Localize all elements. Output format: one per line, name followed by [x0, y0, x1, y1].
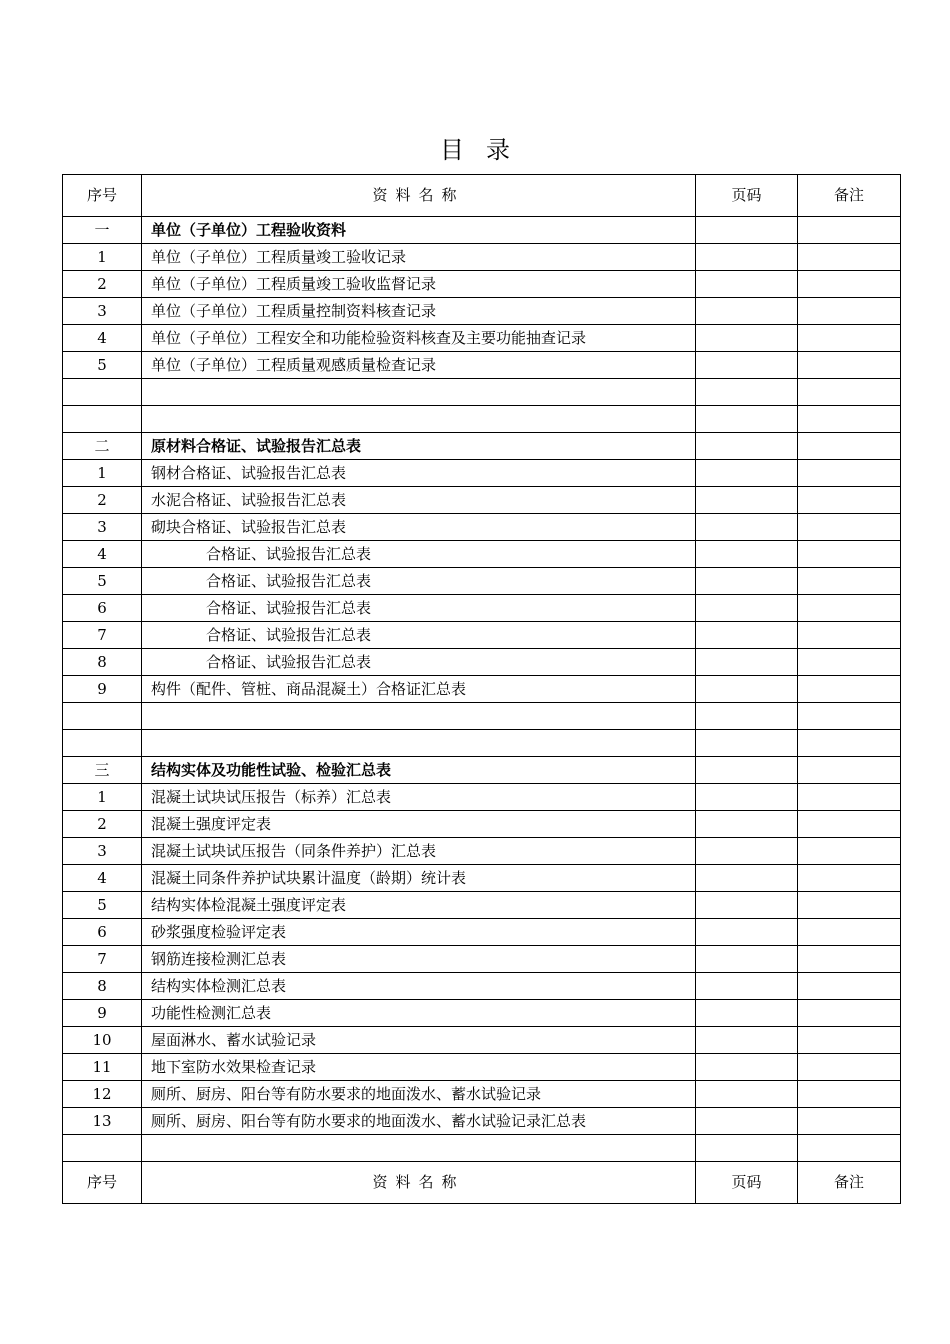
row-page — [696, 1054, 798, 1081]
row-name — [142, 568, 696, 595]
row-note — [798, 379, 901, 406]
row-no: 6 — [63, 595, 142, 622]
table-row — [63, 541, 901, 568]
table-row — [63, 1135, 901, 1162]
row-name-text: 混凝土强度评定表 — [151, 815, 272, 833]
row-note — [798, 325, 901, 352]
row-page — [696, 811, 798, 838]
table-row — [63, 487, 901, 514]
row-page — [696, 406, 798, 433]
row-name — [142, 892, 696, 919]
row-page — [696, 784, 798, 811]
page-title: 目录 — [440, 136, 532, 164]
row-page — [696, 379, 798, 406]
row-name-text: 结构实体检混凝土强度评定表 — [151, 896, 347, 914]
row-note — [798, 1108, 901, 1135]
row-name-text: 砌块合格证、试验报告汇总表 — [151, 518, 347, 536]
row-note — [798, 406, 901, 433]
row-page — [696, 298, 798, 325]
table-row — [63, 568, 901, 595]
row-name-text: 屋面淋水、蓄水试验记录 — [151, 1031, 317, 1049]
row-name — [142, 730, 696, 757]
row-name — [142, 649, 696, 676]
row-note — [798, 919, 901, 946]
row-no: 二 — [63, 433, 142, 460]
row-name-text: 混凝土试块试压报告（同条件养护）汇总表 — [151, 842, 437, 860]
row-name — [142, 1081, 696, 1108]
row-name-text: 合格证、试验报告汇总表 — [206, 626, 372, 644]
row-no: 12 — [63, 1081, 142, 1108]
row-note — [798, 892, 901, 919]
row-name — [142, 487, 696, 514]
table-row — [63, 514, 901, 541]
table-row — [63, 379, 901, 406]
row-no: 1 — [63, 460, 142, 487]
table-row — [63, 730, 901, 757]
header-page: 页码 — [696, 175, 798, 217]
row-name — [142, 298, 696, 325]
row-name-text: 单位（子单位）工程质量控制资料核查记录 — [151, 302, 437, 320]
row-name-text: 单位（子单位）工程质量观感质量检查记录 — [151, 356, 437, 374]
row-no: 一 — [63, 217, 142, 244]
row-name — [142, 676, 696, 703]
row-no: 13 — [63, 1108, 142, 1135]
table-row — [63, 838, 901, 865]
row-note — [798, 1081, 901, 1108]
table-row — [63, 1027, 901, 1054]
row-name-text: 厕所、厨房、阳台等有防水要求的地面泼水、蓄水试验记录汇总表 — [151, 1112, 587, 1130]
row-name — [142, 541, 696, 568]
row-name — [142, 379, 696, 406]
row-name-text: 结构实体检测汇总表 — [151, 977, 287, 995]
row-name — [142, 1135, 696, 1162]
row-no: 5 — [63, 352, 142, 379]
row-note — [798, 946, 901, 973]
row-name — [142, 325, 696, 352]
row-name — [142, 595, 696, 622]
table-row — [63, 271, 901, 298]
row-page — [696, 325, 798, 352]
footer-name: 资料名称 — [142, 1162, 696, 1204]
row-page — [696, 1027, 798, 1054]
row-page — [696, 1108, 798, 1135]
row-note — [798, 649, 901, 676]
row-name-text: 结构实体及功能性试验、检验汇总表 — [151, 761, 392, 779]
row-page — [696, 568, 798, 595]
row-no: 9 — [63, 1000, 142, 1027]
row-name — [142, 1027, 696, 1054]
row-page — [696, 595, 798, 622]
row-note — [798, 973, 901, 1000]
row-no: 9 — [63, 676, 142, 703]
row-page — [696, 514, 798, 541]
row-name — [142, 865, 696, 892]
table-footer-row — [63, 1162, 901, 1204]
row-name — [142, 838, 696, 865]
row-name-text: 单位（子单位）工程验收资料 — [151, 221, 347, 239]
row-name-text: 砂浆强度检验评定表 — [151, 923, 287, 941]
row-no: 2 — [63, 811, 142, 838]
row-note — [798, 730, 901, 757]
row-name-text: 原材料合格证、试验报告汇总表 — [151, 437, 362, 455]
row-note — [798, 244, 901, 271]
row-name — [142, 1108, 696, 1135]
row-name — [142, 919, 696, 946]
row-note — [798, 811, 901, 838]
row-page — [696, 244, 798, 271]
footer-page: 页码 — [696, 1162, 798, 1204]
row-name — [142, 946, 696, 973]
row-page — [696, 433, 798, 460]
row-name — [142, 757, 696, 784]
table-row — [63, 406, 901, 433]
row-no: 8 — [63, 973, 142, 1000]
row-name-text: 单位（子单位）工程质量竣工验收监督记录 — [151, 275, 437, 293]
row-name — [142, 622, 696, 649]
row-note — [798, 541, 901, 568]
table-row — [63, 973, 901, 1000]
header-note: 备注 — [798, 175, 901, 217]
row-name — [142, 244, 696, 271]
row-page — [696, 460, 798, 487]
row-note — [798, 460, 901, 487]
row-page — [696, 1135, 798, 1162]
row-name-text: 构件（配件、管桩、商品混凝土）合格证汇总表 — [151, 680, 467, 698]
row-name-text: 合格证、试验报告汇总表 — [206, 599, 372, 617]
row-page — [696, 271, 798, 298]
row-no: 7 — [63, 946, 142, 973]
toc-table — [62, 174, 901, 1204]
row-page — [696, 541, 798, 568]
row-name — [142, 1000, 696, 1027]
table-row — [63, 919, 901, 946]
row-no: 6 — [63, 919, 142, 946]
row-name-text: 混凝土试块试压报告（标养）汇总表 — [151, 788, 392, 806]
row-name — [142, 352, 696, 379]
row-no — [63, 730, 142, 757]
row-page — [696, 892, 798, 919]
table-row — [63, 1081, 901, 1108]
row-page — [696, 649, 798, 676]
table-row — [63, 1108, 901, 1135]
table-row — [63, 865, 901, 892]
row-note — [798, 271, 901, 298]
row-note — [798, 784, 901, 811]
table-row — [63, 676, 901, 703]
row-no: 4 — [63, 325, 142, 352]
row-name-text: 厕所、厨房、阳台等有防水要求的地面泼水、蓄水试验记录 — [151, 1085, 542, 1103]
footer-note: 备注 — [798, 1162, 901, 1204]
row-name-text: 合格证、试验报告汇总表 — [206, 545, 372, 563]
row-no — [63, 379, 142, 406]
table-row — [63, 217, 901, 244]
row-name — [142, 1054, 696, 1081]
row-name — [142, 973, 696, 1000]
row-no: 3 — [63, 298, 142, 325]
row-page — [696, 487, 798, 514]
row-no: 2 — [63, 487, 142, 514]
row-note — [798, 1027, 901, 1054]
table-row — [63, 622, 901, 649]
row-note — [798, 838, 901, 865]
row-page — [696, 703, 798, 730]
row-no — [63, 406, 142, 433]
row-name — [142, 703, 696, 730]
row-note — [798, 757, 901, 784]
table-row — [63, 1000, 901, 1027]
row-no: 2 — [63, 271, 142, 298]
row-name — [142, 514, 696, 541]
row-name-text: 合格证、试验报告汇总表 — [206, 572, 372, 590]
row-name — [142, 811, 696, 838]
header-no: 序号 — [63, 175, 142, 217]
row-no: 1 — [63, 784, 142, 811]
row-page — [696, 676, 798, 703]
table-row — [63, 784, 901, 811]
row-no: 7 — [63, 622, 142, 649]
row-note — [798, 514, 901, 541]
row-name — [142, 271, 696, 298]
row-no: 5 — [63, 568, 142, 595]
row-note — [798, 433, 901, 460]
row-no: 三 — [63, 757, 142, 784]
row-no: 5 — [63, 892, 142, 919]
row-note — [798, 298, 901, 325]
row-name — [142, 784, 696, 811]
row-no: 4 — [63, 865, 142, 892]
row-no: 1 — [63, 244, 142, 271]
row-note — [798, 865, 901, 892]
row-page — [696, 973, 798, 1000]
row-no: 11 — [63, 1054, 142, 1081]
row-note — [798, 352, 901, 379]
row-no: 10 — [63, 1027, 142, 1054]
row-name-text: 钢材合格证、试验报告汇总表 — [151, 464, 347, 482]
row-note — [798, 568, 901, 595]
row-page — [696, 730, 798, 757]
row-no: 3 — [63, 514, 142, 541]
row-name-text: 地下室防水效果检查记录 — [151, 1058, 317, 1076]
table-header-row — [63, 175, 901, 217]
table-row — [63, 352, 901, 379]
row-no — [63, 1135, 142, 1162]
row-name — [142, 217, 696, 244]
row-name-text: 功能性检测汇总表 — [151, 1004, 272, 1022]
row-page — [696, 622, 798, 649]
row-page — [696, 757, 798, 784]
row-page — [696, 838, 798, 865]
table-row — [63, 757, 901, 784]
row-page — [696, 352, 798, 379]
row-name-text: 单位（子单位）工程安全和功能检验资料核查及主要功能抽查记录 — [151, 329, 587, 347]
row-page — [696, 1081, 798, 1108]
row-page — [696, 865, 798, 892]
row-no: 8 — [63, 649, 142, 676]
row-no — [63, 703, 142, 730]
table-row — [63, 244, 901, 271]
row-note — [798, 676, 901, 703]
row-name-text: 混凝土同条件养护试块累计温度（龄期）统计表 — [151, 869, 467, 887]
table-row — [63, 946, 901, 973]
row-note — [798, 622, 901, 649]
row-note — [798, 703, 901, 730]
row-note — [798, 1000, 901, 1027]
row-note — [798, 487, 901, 514]
table-row — [63, 811, 901, 838]
row-no: 4 — [63, 541, 142, 568]
table-row — [63, 433, 901, 460]
row-page — [696, 946, 798, 973]
table-row — [63, 325, 901, 352]
table-row — [63, 298, 901, 325]
row-name — [142, 433, 696, 460]
row-page — [696, 217, 798, 244]
row-note — [798, 1135, 901, 1162]
row-name — [142, 460, 696, 487]
table-row — [63, 1054, 901, 1081]
row-name-text: 钢筋连接检测汇总表 — [151, 950, 287, 968]
row-page — [696, 1000, 798, 1027]
row-page — [696, 919, 798, 946]
row-note — [798, 1054, 901, 1081]
row-name — [142, 406, 696, 433]
table-row — [63, 892, 901, 919]
row-note — [798, 595, 901, 622]
row-name-text: 单位（子单位）工程质量竣工验收记录 — [151, 248, 407, 266]
row-name-text: 合格证、试验报告汇总表 — [206, 653, 372, 671]
table-row — [63, 595, 901, 622]
table-row — [63, 703, 901, 730]
row-name-text: 水泥合格证、试验报告汇总表 — [151, 491, 347, 509]
footer-no: 序号 — [63, 1162, 142, 1204]
header-name: 资料名称 — [142, 175, 696, 217]
table-row — [63, 460, 901, 487]
row-no: 3 — [63, 838, 142, 865]
row-note — [798, 217, 901, 244]
table-row — [63, 649, 901, 676]
